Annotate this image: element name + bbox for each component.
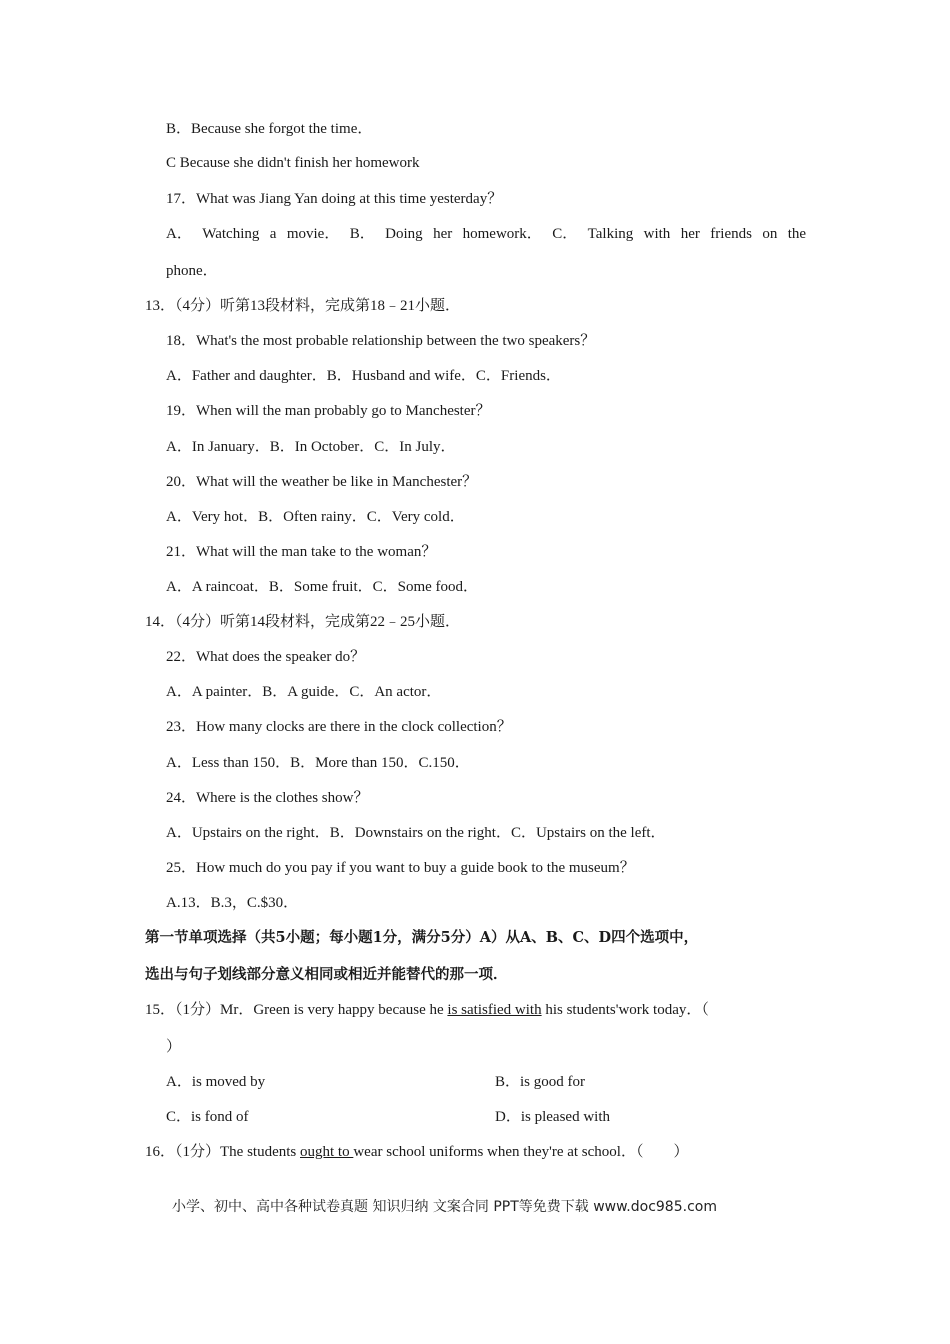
question-16-suffix: wear school uniforms when they're at school．（ ） xyxy=(353,1144,689,1160)
question-19-options: A．In January．B．In October．C．In July． xyxy=(166,439,456,455)
question-16-underlined: ought to xyxy=(300,1144,354,1160)
question-17-option-word: Talking xyxy=(587,226,634,242)
question-17-option-word: B． xyxy=(349,226,375,242)
question-21-options: A．A raincoat．B．Some fruit．C．Some food． xyxy=(166,579,479,595)
section-13-header: 13．（4分）听第13段材料，完成第18﹣21小题． xyxy=(145,298,461,314)
question-23-options: A．Less than 150．B．More than 150．C.150． xyxy=(166,755,470,771)
question-18-options: A．Father and daughter．B．Husband and wife．C．Friends． xyxy=(166,368,561,384)
question-15-suffix: his students'work today．（ xyxy=(541,1002,709,1018)
question-15-close-paren: ） xyxy=(166,1039,182,1055)
question-15-prefix: 15．（1分）Mr．Green is very happy because he xyxy=(145,1002,448,1018)
question-15-underlined: is satisfied with xyxy=(447,1002,542,1018)
question-25-options: A.13．B.3，C.$30． xyxy=(166,895,299,911)
question-18: 18．What's the most probable relationship between the two speakers？ xyxy=(166,333,596,349)
question-17-options xyxy=(166,224,806,244)
question-17-option-word: her xyxy=(433,226,453,242)
question-17-option-word: friends xyxy=(710,226,752,242)
question-21: 21．What will the man take to the woman？ xyxy=(166,544,437,560)
section-14-header: 14．（4分）听第14段材料，完成第22﹣25小题． xyxy=(145,614,461,630)
section-title-line-2: 选出与句子划线部分意义相同或相近并能替代的那一项． xyxy=(145,966,508,983)
question-17: 17．What was Jiang Yan doing at this time yesterday？ xyxy=(166,191,503,207)
question-17-options-cont: phone． xyxy=(166,263,218,279)
question-17-option-word: with xyxy=(643,226,671,242)
question-15-option-b: B．is good for xyxy=(495,1074,586,1090)
question-20: 20．What will the weather be like in Manchester？ xyxy=(166,474,478,490)
footer-banner: 小学、初中、高中各种试卷真题 知识归纳 文案合同 PPT等免费下载 www.doc985.com xyxy=(172,1199,717,1215)
question-20-options: A．Very hot．B．Often rainy．C．Very cold． xyxy=(166,509,465,525)
question-25: 25．How much do you pay if you want to buy a guide book to the museum？ xyxy=(166,860,635,876)
section-title-line-1: 第一节单项选择（共5小题；每小题1分，满分5分）A）从A、B、C、D四个选项中， xyxy=(145,929,699,946)
question-24-options: A．Upstairs on the right．B．Downstairs on the right．C．Upstairs on the left． xyxy=(166,825,666,841)
question-16 xyxy=(145,1142,688,1162)
question-17-option-word: on xyxy=(762,226,778,242)
question-22: 22．What does the speaker do？ xyxy=(166,649,366,665)
option-c-line: C Because she didn't finish her homework xyxy=(166,155,420,171)
question-22-options: A．A painter．B．A guide．C．An actor． xyxy=(166,684,442,700)
question-17-option-word: C． xyxy=(552,226,578,242)
question-15 xyxy=(145,1000,709,1020)
question-17-option-word: a xyxy=(269,226,277,242)
question-16-prefix: 16．（1分）The students xyxy=(145,1144,300,1160)
question-17-option-word: the xyxy=(787,226,807,242)
question-15-option-d: D．is pleased with xyxy=(495,1109,610,1125)
question-17-option-word: homework． xyxy=(462,226,542,242)
question-17-option-word: Doing xyxy=(385,226,423,242)
question-17-option-word: movie． xyxy=(286,226,340,242)
question-23: 23．How many clocks are there in the clock collection？ xyxy=(166,719,512,735)
question-17-option-word: A． xyxy=(166,226,192,242)
question-17-option-word: Watching xyxy=(202,226,260,242)
option-b-line: B．Because she forgot the time． xyxy=(166,121,373,137)
question-15-option-a: A．is moved by xyxy=(166,1074,266,1090)
question-24: 24．Where is the clothes show？ xyxy=(166,790,369,806)
question-19: 19．When will the man probably go to Manchester？ xyxy=(166,403,491,419)
question-15-option-c: C．is fond of xyxy=(166,1109,249,1125)
question-17-option-word: her xyxy=(680,226,700,242)
